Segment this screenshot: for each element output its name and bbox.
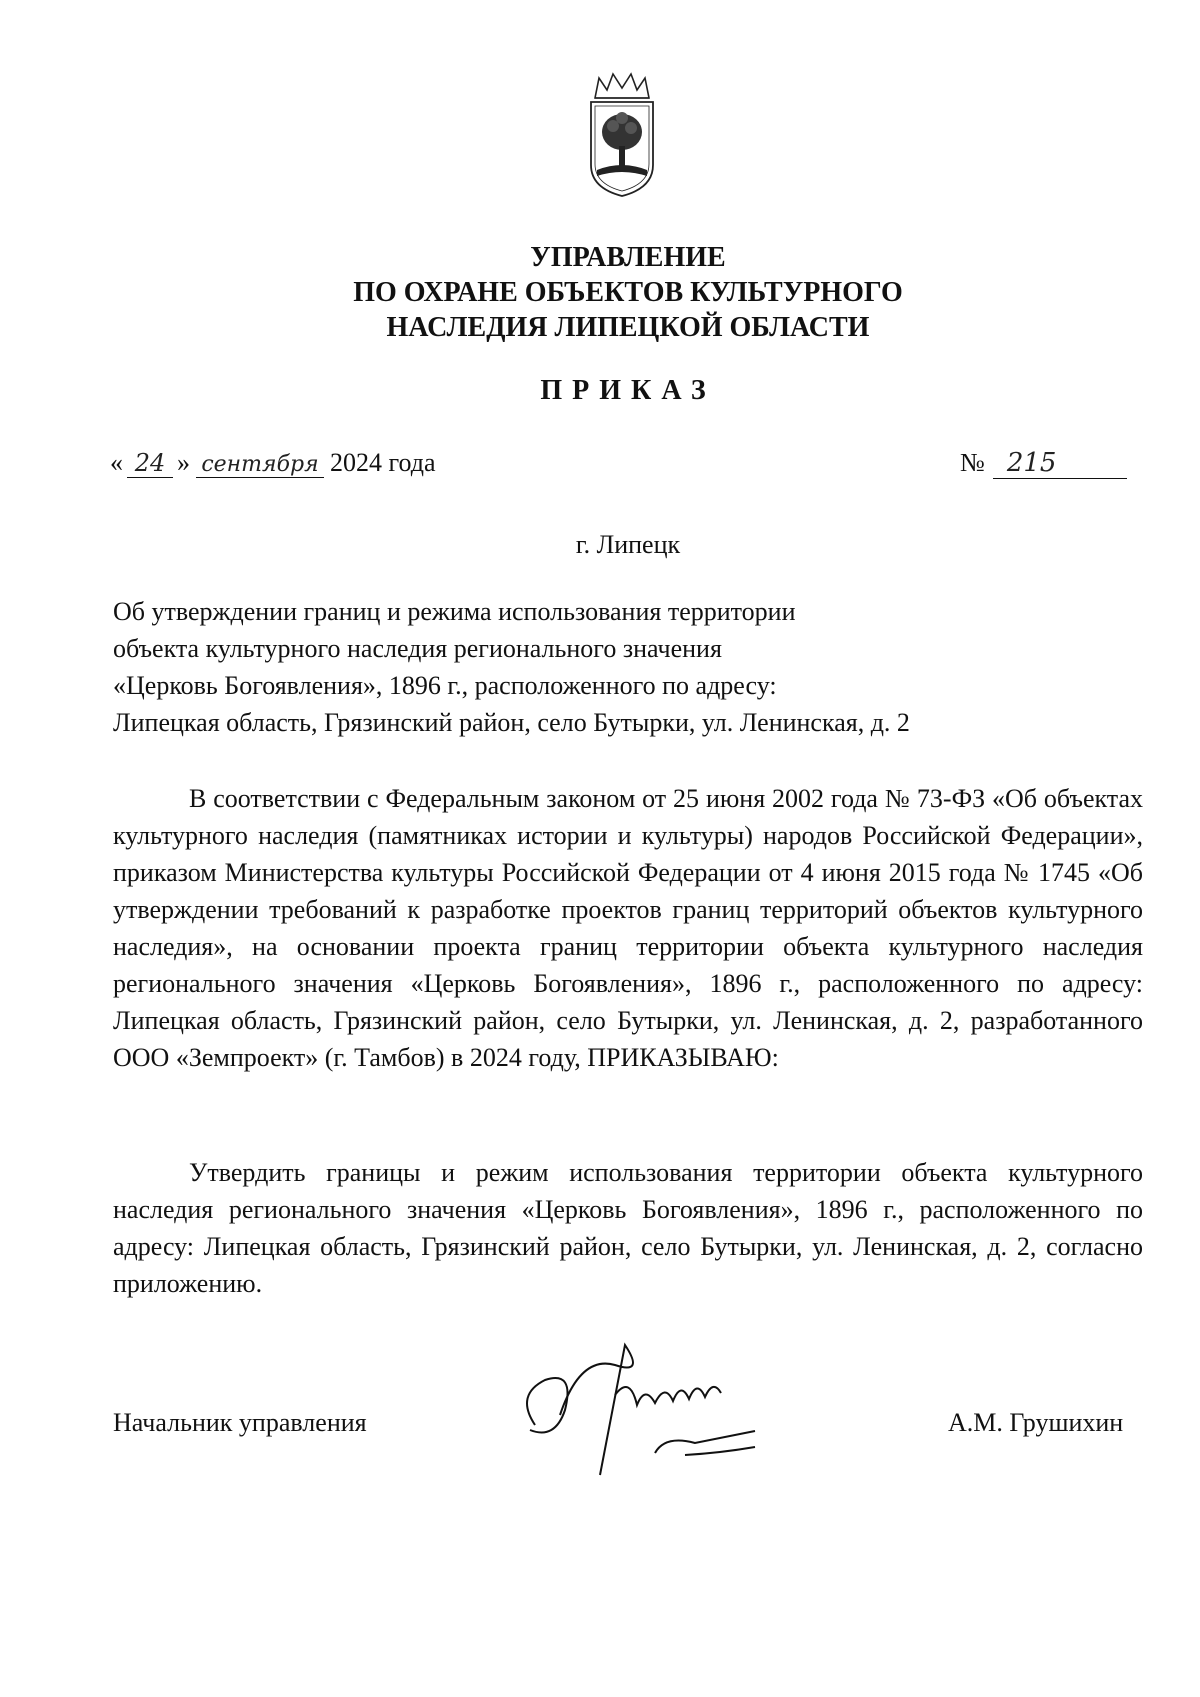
date-close-quote: » xyxy=(177,448,190,477)
subject-line-3: «Церковь Богоявления», 1896 г., расположенного по адресу: xyxy=(113,671,777,700)
signatory-name: А.М. Грушихин xyxy=(948,1408,1124,1437)
order-number-label: № xyxy=(960,448,985,477)
body-paragraph-1: В соответствии с Федеральным законом от 25 июня 2002 года № 73-ФЗ «Об объектах культурного наследия (памятниках истории и культуры) народов Российской Федерации», приказом Министерства культуры Российской Федерации от 4 июня 2015 года № 1745 «Об утверждении требований к разработке проектов границ территорий объектов культурного наследия», на основании проекта границ территории объекта культурного наследия регионального значения «Церковь Богоявления», 1896 г., расположенного по адресу: Липецкая область, Грязинский район, село Бутырки, ул. Ленинская, д. 2, разработанного ООО «Земпроект» (г. Тамбов) в 2024 году, ПРИКАЗЫВАЮ: xyxy=(113,784,1143,1072)
order-number-value: 215 xyxy=(993,448,1127,479)
handwritten-signature-icon xyxy=(505,1335,805,1485)
date-day: 24 xyxy=(127,449,173,478)
body-paragraph-2: Утвердить границы и режим использования территории объекта культурного наследия регионального значения «Церковь Богоявления», 1896 г., расположенного по адресу: Липецкая область, Грязинский район, село Бутырки, ул. Ленинская, д. 2, согласно приложению. xyxy=(113,1158,1143,1298)
organization-line-2: ПО ОХРАНЕ ОБЪЕКТОВ КУЛЬТУРНОГО xyxy=(353,277,903,308)
organization-line-1: УПРАВЛЕНИЕ xyxy=(530,242,726,273)
organization-line-3: НАСЛЕДИЯ ЛИПЕЦКОЙ ОБЛАСТИ xyxy=(386,312,870,343)
subject-line-2: объекта культурного наследия регионального значения xyxy=(113,634,722,663)
signatory-title: Начальник управления xyxy=(113,1408,367,1437)
date-month: сентября xyxy=(196,452,324,478)
date-year: 2024 года xyxy=(330,448,436,477)
order-number xyxy=(960,448,1127,479)
date-line xyxy=(110,448,436,478)
organization-name xyxy=(0,240,1200,345)
date-open-quote: « xyxy=(110,448,123,477)
document-type: ПРИКАЗ xyxy=(540,375,716,406)
subject-line-1: Об утверждении границ и режима использования территории xyxy=(113,597,796,626)
coat-of-arms-icon xyxy=(585,70,660,200)
subject-block xyxy=(113,593,910,741)
subject-line-4: Липецкая область, Грязинский район, село Бутырки, ул. Ленинская, д. 2 xyxy=(113,708,910,737)
city: г. Липецк xyxy=(575,530,681,559)
